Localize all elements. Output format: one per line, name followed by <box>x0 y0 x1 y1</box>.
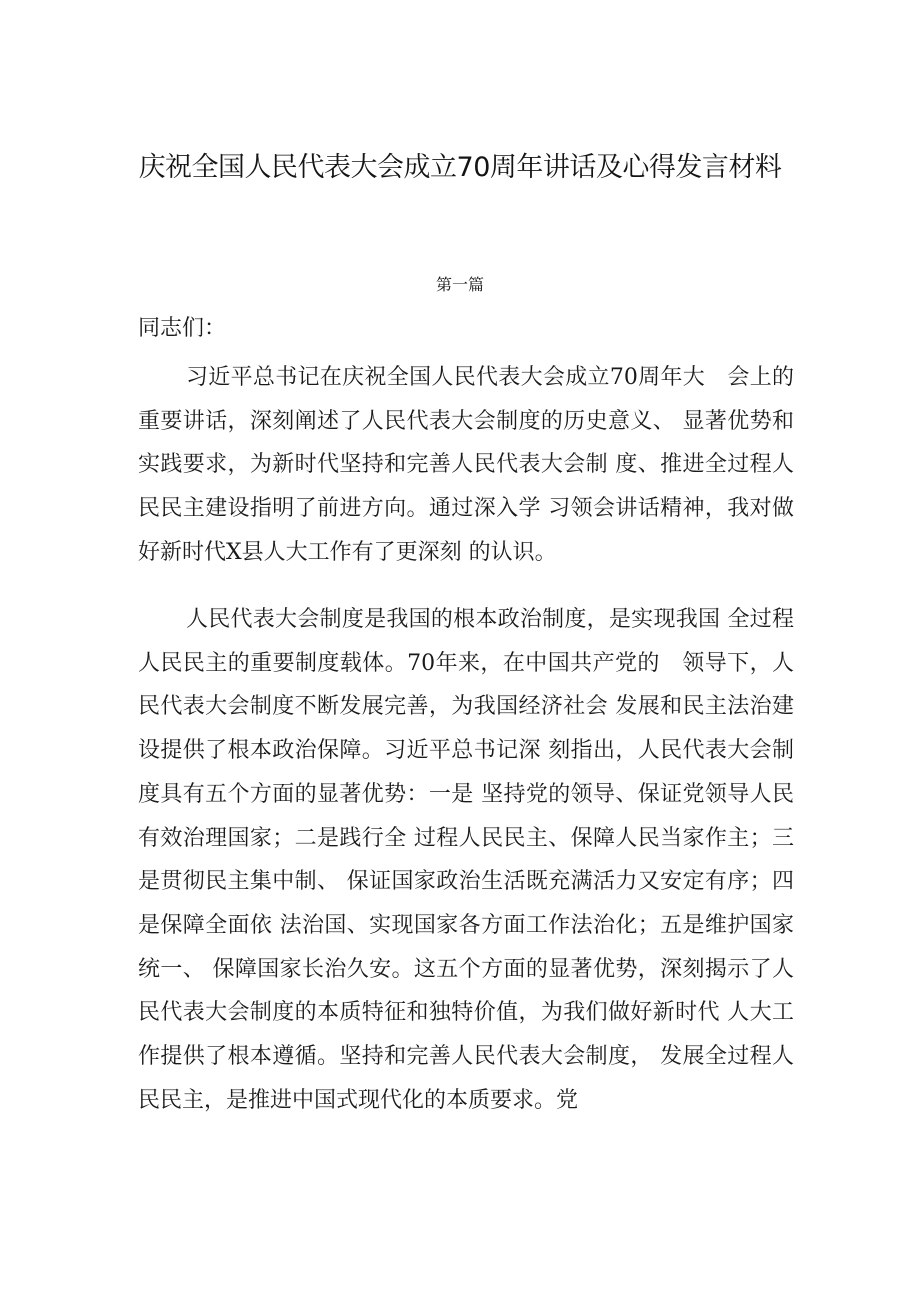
salutation: 同志们： <box>138 316 227 341</box>
document-title: 庆祝全国人民代表大会成立70周年讲话及心得发言材料 <box>138 152 782 183</box>
body-paragraph: 习近平总书记在庆祝全国人民代表大会成立70周年大 会上的重要讲话，深刻阐述了人民代表大会制度的历史意义、 显著优势和实践要求，为新时代坚持和完善人民代表大会制 度、推进全过程人民民主建设指明了前进方向。通过深入学 习领会讲话精神，我对做好新时代X县人大工作有了更深刻 的认识。 <box>138 365 794 565</box>
section-heading: 第一篇 <box>435 275 484 294</box>
body-paragraph: 人民代表大会制度是我国的根本政治制度，是实现我国 全过程人民民主的重要制度载体。70年来，在中国共产党的 领导下，人民代表大会制度不断发展完善，为我国经济社会 发展和民主法治建设提供了根本政治保障。习近平总书记深 刻指出，人民代表大会制度具有五个方面的显著优势：一是 坚持党的领导、保证党领导人民有效治理国家；二是践行全 过程人民民主、保障人民当家作主；三是贯彻民主集中制、 保证国家政治生活既充满活力又安定有序；四是保障全面依 法治国、实现国家各方面工作法治化；五是维护国家统一、 保障国家长治久安。这五个方面的显著优势，深刻揭示了人 民代表大会制度的本质特征和独特价值，为我们做好新时代 人大工作提供了根本遵循。坚持和完善人民代表大会制度， 发展全过程人民民主，是推进中国式现代化的本质要求。党 <box>138 607 801 1113</box>
